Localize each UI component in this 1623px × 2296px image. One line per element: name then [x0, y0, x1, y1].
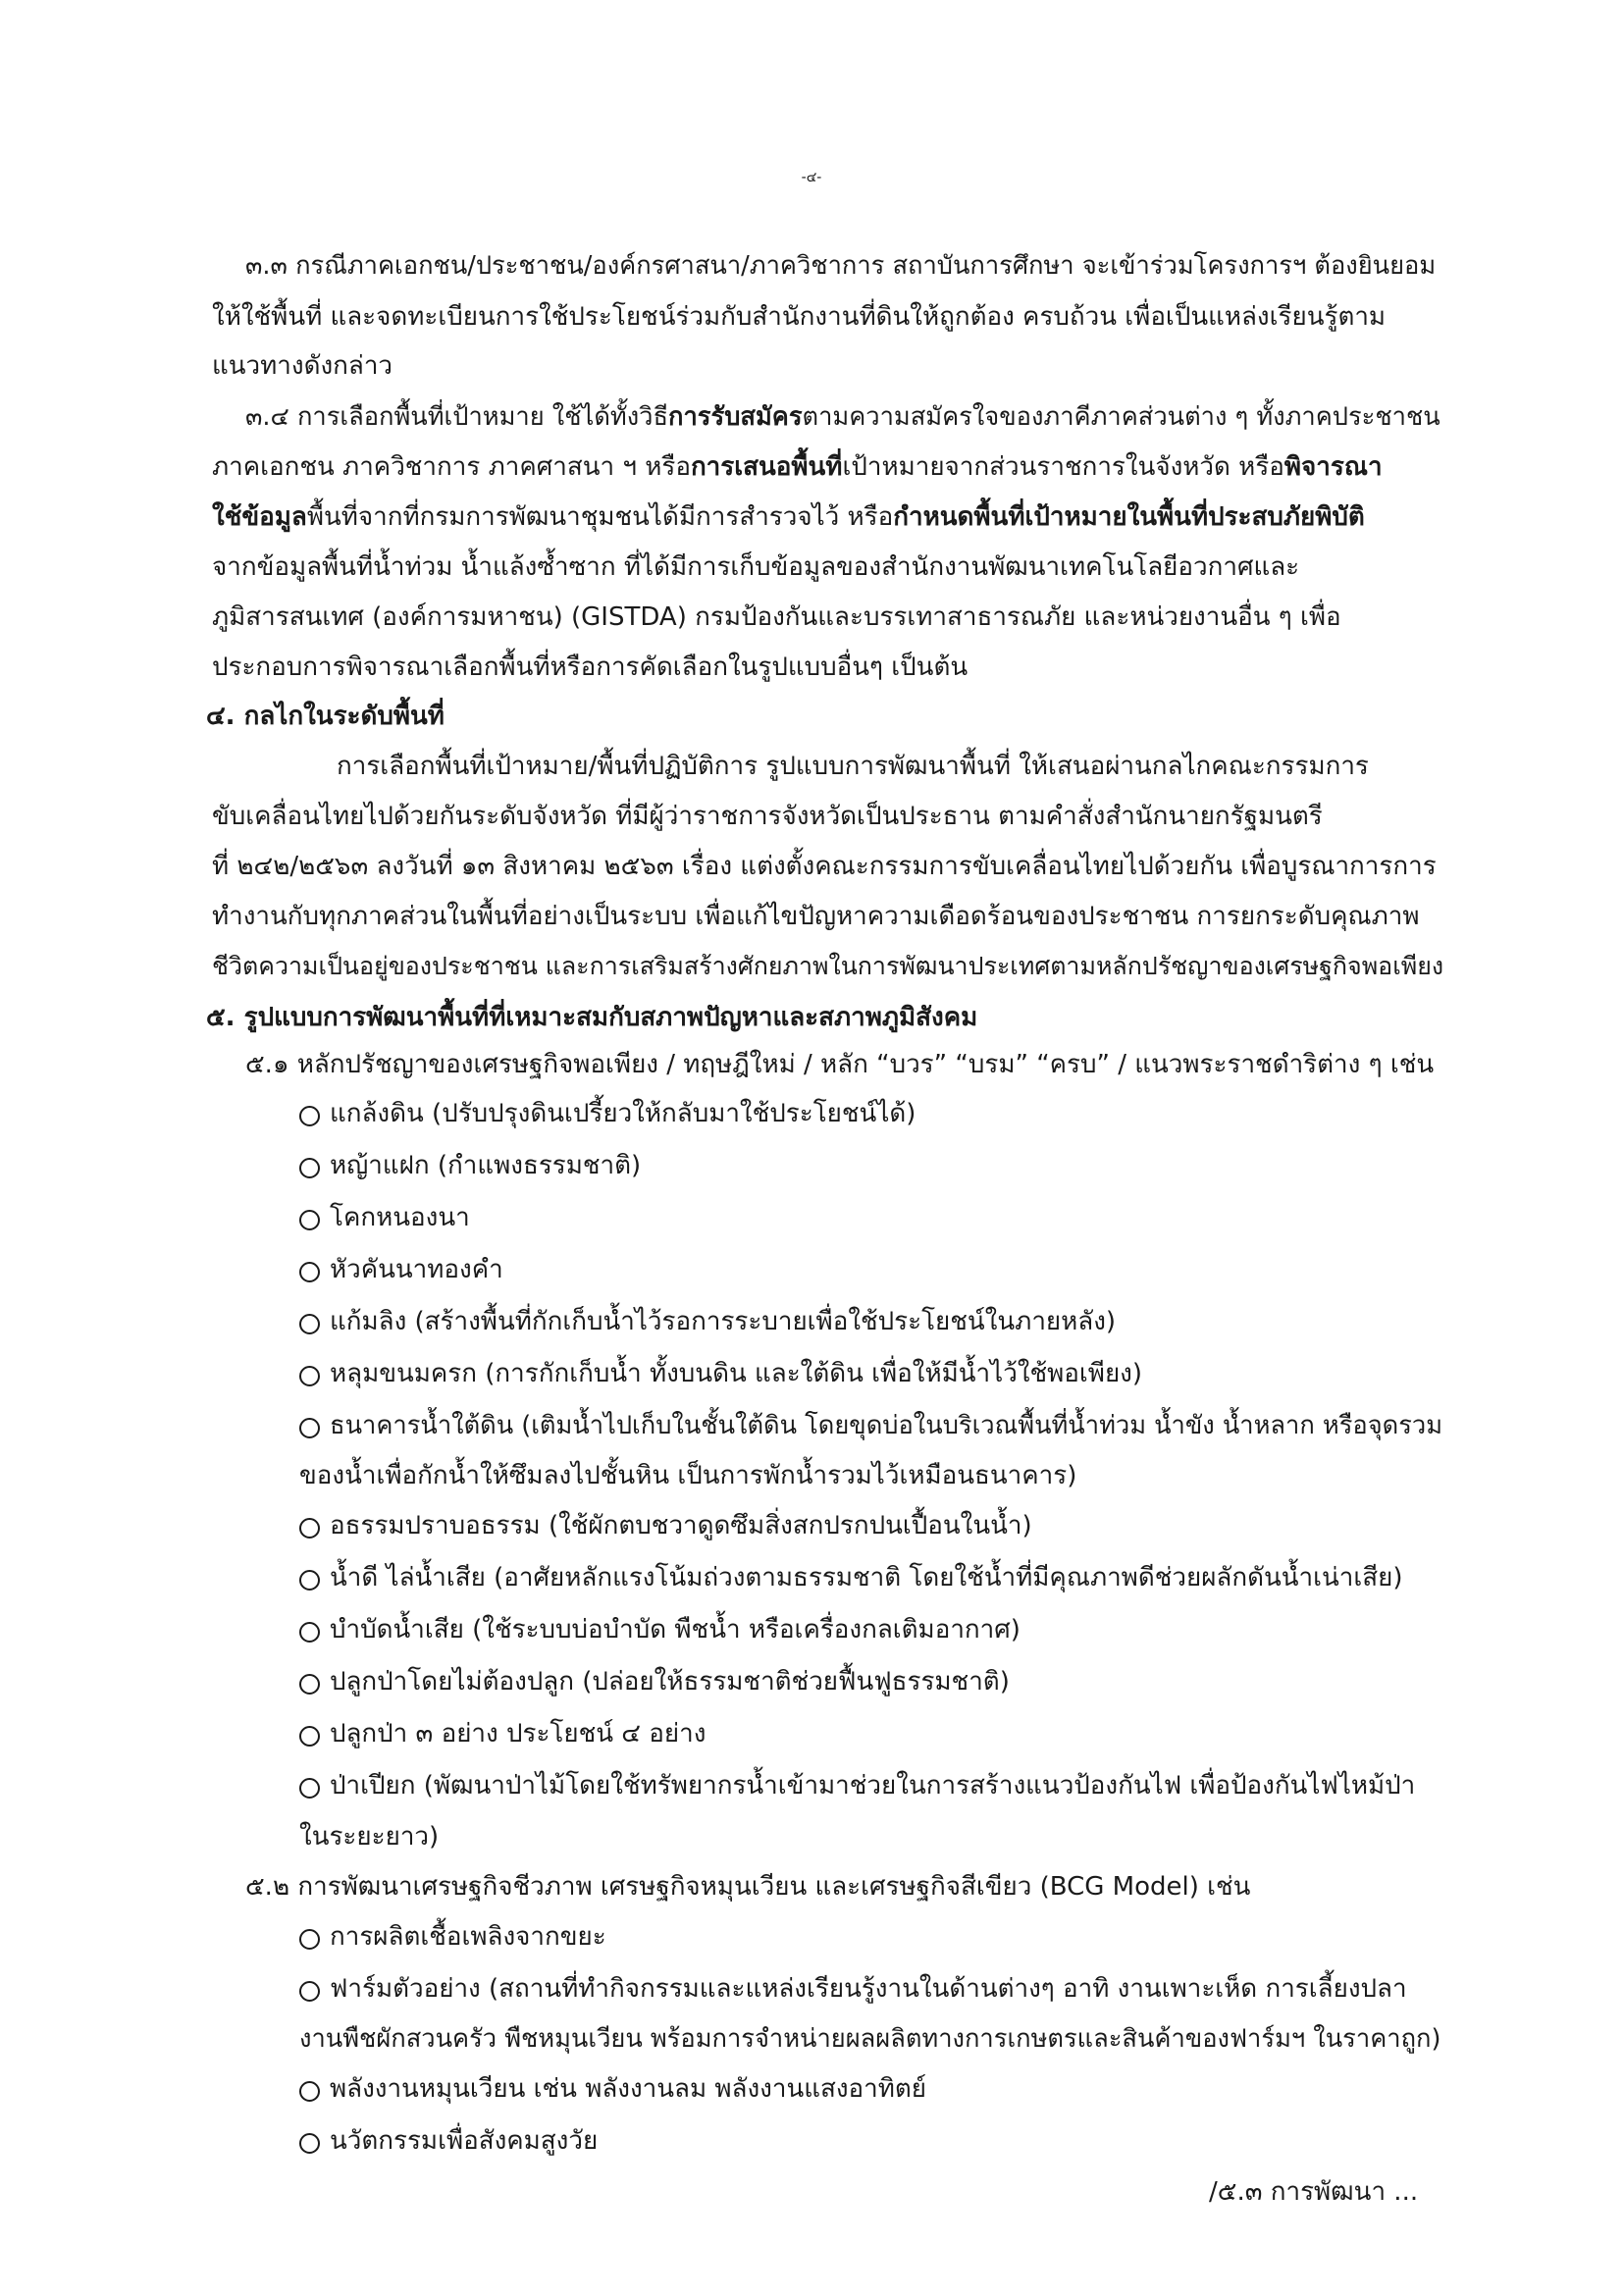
- para-3-4-line-1: [245, 400, 1440, 434]
- bullet-circle-icon: [299, 2081, 320, 2102]
- text: พื้นที่จากที่กรมการพัฒนาชุมชนได้มีการสำรวจไว้ หรือ: [306, 502, 894, 532]
- para-3-4-line-5: ภูมิสารสนเทศ (องค์การมหาชน) (GISTDA) กรมป้องกันและบรรเทาสาธารณภัย และหน่วยงานอื่น ๆ เพื่อ: [212, 602, 1341, 632]
- list-item-5-2-3: พลังงานหมุนเวียน เช่น พลังงานลม พลังงานแสงอาทิตย์: [330, 2074, 927, 2104]
- continuation-footer: /๕.๓ การพัฒนา ...: [1209, 2177, 1419, 2207]
- emphasis-propose-area: การเสนอพื้นที่: [690, 452, 843, 482]
- list-item-5-1-13: ป่าเปียก (พัฒนาป่าไม้โดยใช้ทรัพยากรน้ำเข้ามาช่วยในการสร้างแนวป้องกันไฟ เพื่อป้องกันไฟไหม้ป่า: [330, 1771, 1416, 1800]
- section-4-heading: ๔. กลไกในระดับพื้นที่: [206, 702, 445, 731]
- emphasis-consider: พิจารณา: [1283, 452, 1383, 482]
- list-item-5-2-4: นวัตกรรมเพื่อสังคมสูงวัย: [330, 2126, 599, 2156]
- list-item-5-1-12: ปลูกป่า ๓ อย่าง ประโยชน์ ๔ อย่าง: [330, 1719, 707, 1748]
- para-4-line-2: ขับเคลื่อนไทยไปด้วยกันระดับจังหวัด ที่มีผู้ว่าราชการจังหวัดเป็นประธาน ตามคำสั่งสำนักนายกรัฐมนตรี: [212, 802, 1323, 831]
- para-4-line-1: การเลือกพื้นที่เป้าหมาย/พื้นที่ปฏิบัติการ รูปแบบการพัฒนาพื้นที่ ให้เสนอผ่านกลไกคณะกรรมการ: [337, 752, 1369, 781]
- list-item-5-1-13-cont: ในระยะยาว): [299, 1822, 440, 1852]
- subsection-5-2: ๕.๒ การพัฒนาเศรษฐกิจชีวภาพ เศรษฐกิจหมุนเวียน และเศรษฐกิจสีเขียว (BCG Model) เช่น: [245, 1872, 1251, 1902]
- bullet-circle-icon: [299, 1778, 320, 1799]
- text: เป้าหมายจากส่วนราชการในจังหวัด หรือ: [842, 452, 1284, 482]
- emphasis-recruit: การรับสมัคร: [668, 402, 803, 432]
- text: ๓.๔ การเลือกพื้นที่เป้าหมาย ใช้ได้ทั้งวิธี: [245, 402, 669, 432]
- subsection-5-1: ๕.๑ หลักปรัชญาของเศรษฐกิจพอเพียง / ทฤษฎีใหม่ / หลัก “บวร” “บรม” “ครบ” / แนวพระราชดำริต่าง ๆ เช่น: [245, 1050, 1435, 1079]
- list-item-5-1-1: แกล้งดิน (ปรับปรุงดินเปรี้ยวให้กลับมาใช้ประโยชน์ได้): [330, 1099, 916, 1128]
- bullet-circle-icon: [299, 1314, 320, 1334]
- list-item-5-2-2: ฟาร์มตัวอย่าง (สถานที่ทำกิจกรรมและแหล่งเรียนรู้งานในด้านต่างๆ อาทิ งานเพาะเห็ด การเลี้ยงปลา: [330, 1974, 1407, 2004]
- list-item-5-2-2-cont: งานพืชผักสวนครัว พืชหมุนเวียน พร้อมการจำหน่ายผลผลิตทางการเกษตรและสินค้าของฟาร์มฯ ในราคาถูก): [299, 2024, 1441, 2054]
- para-4-line-4: ทำงานกับทุกภาคส่วนในพื้นที่อย่างเป็นระบบ เพื่อแก้ไขปัญหาความเดือดร้อนของประชาชน การยกระดับคุณภาพ: [212, 902, 1420, 931]
- list-item-5-1-4: หัวคันนาทองคำ: [330, 1255, 503, 1284]
- bullet-circle-icon: [299, 1366, 320, 1386]
- text: ภาคเอกชน ภาควิชาการ ภาคศาสนา ฯ หรือ: [212, 452, 691, 482]
- para-3-4-line-6: ประกอบการพิจารณาเลือกพื้นที่หรือการคัดเลือกในรูปแบบอื่นๆ เป็นต้น: [212, 652, 969, 682]
- text: ตามความสมัครใจของภาคีภาคส่วนต่าง ๆ ทั้งภาคประชาชน: [802, 402, 1440, 432]
- bullet-circle-icon: [299, 1158, 320, 1178]
- bullet-circle-icon: [299, 1210, 320, 1230]
- bullet-circle-icon: [299, 1518, 320, 1539]
- bullet-circle-icon: [299, 1981, 320, 2002]
- bullet-circle-icon: [299, 1674, 320, 1695]
- para-3-4-line-2: [212, 450, 1383, 484]
- bullet-circle-icon: [299, 1570, 320, 1591]
- section-5-heading: ๕. รูปแบบการพัฒนาพื้นที่ที่เหมาะสมกับสภาพปัญหาและสภาพภูมิสังคม: [206, 1003, 978, 1032]
- emphasis-use-data: ใช้ข้อมูล: [212, 502, 307, 532]
- list-item-5-1-2: หญ้าแฝก (กำแพงธรรมชาติ): [330, 1151, 642, 1180]
- bullet-circle-icon: [299, 1726, 320, 1747]
- bullet-circle-icon: [299, 1929, 320, 1950]
- bullet-circle-icon: [299, 1418, 320, 1438]
- page-number: -๔-: [801, 170, 822, 185]
- bullet-circle-icon: [299, 1262, 320, 1282]
- bullet-circle-icon: [299, 1106, 320, 1126]
- list-item-5-1-9: น้ำดี ไล่น้ำเสีย (อาศัยหลักแรงโน้มถ่วงตามธรรมชาติ โดยใช้น้ำที่มีคุณภาพดีช่วยผลักดันน้ำเน่าเสีย): [330, 1563, 1403, 1592]
- list-item-5-1-7: ธนาคารน้ำใต้ดิน (เติมน้ำไปเก็บในชั้นใต้ดิน โดยขุดบ่อในบริเวณพื้นที่น้ำท่วม น้ำขัง น้ำหลาก หรือจุดรวม: [330, 1411, 1443, 1440]
- emphasis-disaster-area: กำหนดพื้นที่เป้าหมายในพื้นที่ประสบภัยพิบัติ: [893, 502, 1365, 532]
- list-item-5-1-8: อธรรมปราบอธรรม (ใช้ผักตบชวาดูดซึมสิ่งสกปรกปนเปื้อนในน้ำ): [330, 1511, 1032, 1540]
- bullet-circle-icon: [299, 2133, 320, 2154]
- list-item-5-2-1: การผลิตเชื้อเพลิงจากขยะ: [330, 1922, 606, 1952]
- para-3-3-line-1: ๓.๓ กรณีภาคเอกชน/ประชาชน/องค์กรศาสนา/ภาควิชาการ สถาบันการศึกษา จะเข้าร่วมโครงการฯ ต้องยินยอม: [245, 251, 1437, 281]
- list-item-5-1-7-cont: ของน้ำเพื่อกักน้ำให้ซึมลงไปชั้นหิน เป็นการพักน้ำรวมไว้เหมือนธนาคาร): [299, 1461, 1077, 1490]
- para-3-3-line-3: แนวทางดังกล่าว: [212, 351, 393, 381]
- list-item-5-1-6: หลุมขนมครก (การกักเก็บน้ำ ทั้งบนดิน และใต้ดิน เพื่อให้มีน้ำไว้ใช้พอเพียง): [330, 1359, 1143, 1388]
- bullet-circle-icon: [299, 1622, 320, 1643]
- para-3-3-line-2: ให้ใช้พื้นที่ และจดทะเบียนการใช้ประโยชน์ร่วมกับสำนักงานที่ดินให้ถูกต้อง ครบถ้วน เพื่อเป็นแหล่งเรียนรู้ตาม: [212, 302, 1387, 332]
- para-3-4-line-4: จากข้อมูลพื้นที่น้ำท่วม น้ำแล้งซ้ำซาก ที่ได้มีการเก็บข้อมูลของสำนักงานพัฒนาเทคโนโลยีอวกาศและ: [212, 552, 1300, 582]
- list-item-5-1-10: บำบัดน้ำเสีย (ใช้ระบบบ่อบำบัด พืชน้ำ หรือเครื่องกลเติมอากาศ): [330, 1615, 1021, 1644]
- list-item-5-1-11: ปลูกป่าโดยไม่ต้องปลูก (ปล่อยให้ธรรมชาติช่วยฟื้นฟูธรรมชาติ): [330, 1667, 1010, 1696]
- list-item-5-1-3: โคกหนองนา: [330, 1203, 470, 1232]
- para-4-line-3: ที่ ๒๔๒/๒๕๖๓ ลงวันที่ ๑๓ สิงหาคม ๒๕๖๓ เรื่อง แต่งตั้งคณะกรรมการขับเคลื่อนไทยไปด้วยกัน เพื่อบูรณาการการ: [212, 852, 1437, 881]
- para-3-4-line-3: [212, 500, 1365, 534]
- para-4-line-5: ชีวิตความเป็นอยู่ของประชาชน และการเสริมสร้างศักยภาพในการพัฒนาประเทศตามหลักปรัชญาของเศรษฐกิจพอเพียง: [212, 952, 1444, 980]
- list-item-5-1-5: แก้มลิง (สร้างพื้นที่กักเก็บน้ำไว้รอการระบายเพื่อใช้ประโยชน์ในภายหลัง): [330, 1307, 1117, 1336]
